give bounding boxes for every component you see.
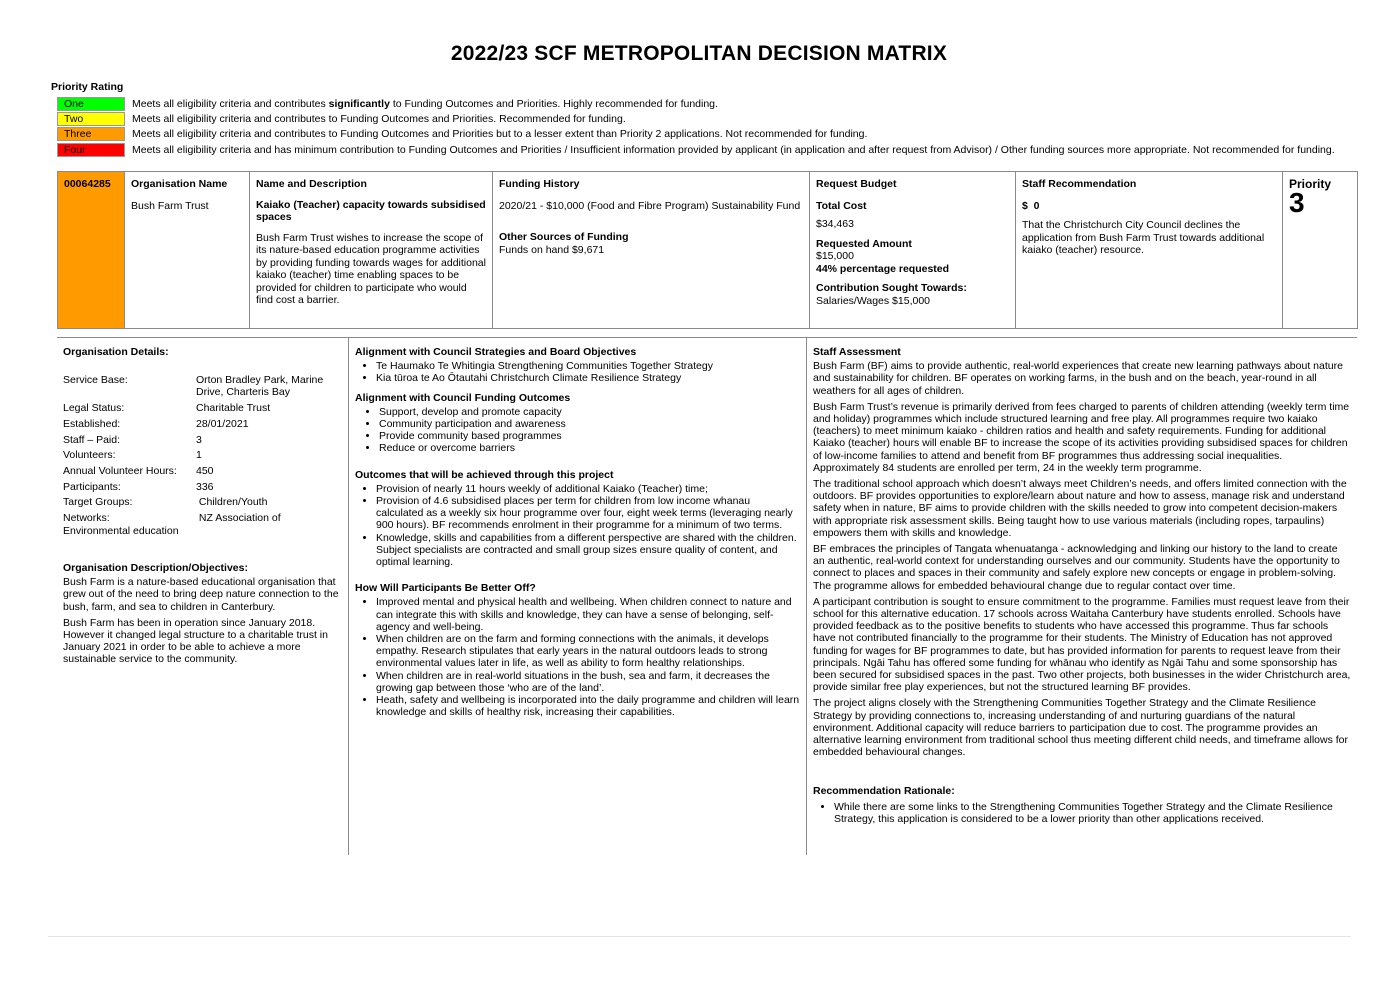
total-cost-label: Total Cost bbox=[816, 199, 867, 212]
funding-outcome-item: • Provide community based programmes bbox=[379, 430, 800, 442]
organisation-detail-value: 3 bbox=[196, 433, 202, 446]
staff-assessment-paragraph: The project aligns closely with the Strengthening Communities Together Strategy and the Climate Resilience Strategy by providing connections to, increasing understanding of and nurturing guardians of the natural environment. Additional capacity will reduce barriers to participation due to cost. The programme provides an alternative learning environment from traditional school thus meeting different child needs, and timeframe allows for embedded behavioural changes. bbox=[813, 697, 1349, 759]
organisation-detail-row bbox=[63, 434, 342, 446]
rationale-item: • While there are some links to the Strengthening Communities Together Strategy and the Climate Resilience Strategy, this application is considered to be a lower priority than other applications received. bbox=[834, 801, 1351, 825]
project-outcome-item: • Provision of 4.6 subsidised places per term for children from low income whanau calculated as a weekly six hour programme over four, eight week terms (leveraging nearly 900 hours). BF recommends enrolment in their programme for a minimum of two terms. bbox=[376, 495, 800, 532]
organisation-detail-label: Legal Status: bbox=[63, 402, 125, 415]
priority-description-text: Meets all eligibility criteria and has minimum contribution to Funding Outcomes and Priorities / Insufficient information provided by applicant (in application and after request from Advisor) / Other funding sources more appropriate. Not recommended for funding. bbox=[132, 144, 1335, 156]
priority-description-text: Meets all eligibility criteria and contributes bbox=[132, 98, 329, 110]
funding-history: 2020/21 - $10,000 (Food and Fibre Program) Sustainability Fund bbox=[499, 199, 801, 212]
alignment-column bbox=[348, 338, 806, 855]
project-name: Kaiako (Teacher) capacity towards subsidised spaces bbox=[256, 198, 486, 223]
other-sources: Funds on hand $9,671 bbox=[499, 243, 605, 256]
organisation-detail-row bbox=[63, 496, 342, 508]
organisation-detail-value: Children/Youth bbox=[196, 496, 268, 509]
staff-assessment-heading: Staff Assessment bbox=[813, 346, 901, 358]
organisation-detail-value: Charitable Trust bbox=[196, 402, 271, 415]
staff-recommendation-header: Staff Recommendation bbox=[1022, 178, 1137, 190]
priority-level-description bbox=[132, 128, 867, 140]
percentage-requested: 44% percentage requested bbox=[816, 262, 950, 275]
staff-recommendation-text: That the Christchurch City Council declines the application from Bush Farm Trust towards additional kaiako (teacher) resource. bbox=[1022, 219, 1265, 256]
organisation-detail-value: 450 bbox=[196, 464, 214, 477]
priority-level-swatch: Four bbox=[57, 143, 125, 157]
staff-assessment-paragraph: Bush Farm (BF) aims to provide authentic, real-world experiences that create new learning pathways about nature and sustainability for children. BF operates on working farms, in the bush and on the beach, year-round in all weathers for all ages of children. bbox=[813, 360, 1343, 397]
project-outcome-item: • Provision of nearly 11 hours weekly of additional Kaiako (Teacher) time; bbox=[376, 483, 800, 495]
better-off-item: • Heath, safety and wellbeing is incorporated into the daily programme and children will learn knowledge and skills of healthy risk, increasing their capabilities. bbox=[376, 694, 800, 718]
organisation-detail-value: 1 bbox=[196, 449, 202, 462]
organisation-detail-row bbox=[63, 374, 342, 398]
contribution-sought: Salaries/Wages $15,000 bbox=[816, 294, 931, 307]
requested-amount-label: Requested Amount bbox=[816, 237, 912, 250]
staff-assessment-text bbox=[813, 360, 1351, 758]
other-sources-label: Other Sources of Funding bbox=[499, 231, 629, 243]
application-summary-table bbox=[57, 171, 1358, 329]
organisation-detail-label: Participants: bbox=[63, 480, 121, 493]
strategies-heading: Alignment with Council Strategies and Board Objectives bbox=[355, 346, 637, 358]
priority-description-emphasis: significantly bbox=[328, 98, 390, 110]
organisation-description-p2: Bush Farm has been in operation since January 2018. However it changed legal structure to a charitable trust in January 2021 in order to be able to achieve a more sustainable service to the community. bbox=[63, 616, 328, 666]
name-description-cell bbox=[250, 172, 493, 329]
organisation-detail-row bbox=[63, 481, 342, 493]
funding-outcome-item: • Support, develop and promote capacity bbox=[379, 406, 800, 418]
organisation-name-header: Organisation Name bbox=[131, 178, 228, 190]
request-budget-cell bbox=[810, 172, 1016, 329]
organisation-detail-row bbox=[63, 449, 342, 461]
funding-history-header: Funding History bbox=[499, 178, 580, 190]
priority-level-row bbox=[57, 143, 1335, 157]
organisation-detail-row bbox=[63, 512, 342, 524]
organisation-details-column bbox=[57, 338, 348, 855]
staff-recommendation-cell bbox=[1016, 172, 1283, 329]
organisation-detail-value: 28/01/2021 bbox=[196, 417, 249, 430]
priority-level-swatch: One bbox=[57, 97, 125, 111]
organisation-description-p1: Bush Farm is a nature-based educational organisation that grew out of the need to bring deep nature connection to the bush, farm, and sea to children in Canterbury. bbox=[63, 576, 339, 613]
strategy-item: • Kia tūroa te Ao Ōtautahi Christchurch Climate Resilience Strategy bbox=[376, 372, 800, 384]
better-off-item: • Improved mental and physical health and wellbeing. When children connect to nature and can integrate this with skills and knowledge, they can have a sense of belonging, self-agency and well-being. bbox=[376, 596, 800, 633]
organisation-description-heading: Organisation Description/Objectives: bbox=[63, 561, 248, 574]
priority-header: Priority bbox=[1289, 177, 1332, 191]
organisation-detail-label: Networks: bbox=[63, 512, 110, 525]
funding-outcomes-heading: Alignment with Council Funding Outcomes bbox=[355, 391, 571, 404]
name-description-header: Name and Description bbox=[256, 178, 367, 190]
project-description: Bush Farm Trust wishes to increase the scope of its nature-based education programme activities by providing funding towards wages for additional kaiako (teacher) time enabling spaces to be provided for children to participate who would find cost a barrier. bbox=[256, 231, 486, 306]
organisation-detail-value: 336 bbox=[196, 480, 214, 493]
staff-assessment-paragraph: A participant contribution is sought to ensure commitment to the programme. Families must request leave from their school for this alternative education. 17 schools across Waitaha Canterbury have students enrolled. Schools have provided feedback as to the positive benefits to students who have accessed this programme. Thus far schools have not contributed financially to the programme for their students. The Ministry of Education has not approved funding for wages for BF programmes to date, but has provided information for parents to request leave from their principals. Ngāi Tahu has offered some funding for whānau who identify as Ngāi Tahu and some sponsorship has been secured for subsidised spaces in the past. Two other projects, both businesses in the wider Christchurch area, provide similar free play experiences, but not the structured learning BF provides. bbox=[813, 595, 1351, 694]
priority-level-swatch: Two bbox=[57, 112, 125, 126]
priority-level-row bbox=[57, 112, 626, 126]
organisation-detail-row bbox=[63, 402, 342, 414]
project-outcome-item: • Knowledge, skills and capabilities from a different perspective are shared with the children. Subject specialists are contracted and small group sizes ensure quality of content, and optimal learning. bbox=[376, 532, 800, 569]
organisation-detail-label: Annual Volunteer Hours: bbox=[63, 464, 177, 477]
contribution-label: Contribution Sought Towards: bbox=[816, 282, 967, 294]
priority-level-row bbox=[57, 127, 867, 141]
staff-assessment-column bbox=[806, 338, 1357, 855]
priority-level-description bbox=[132, 113, 626, 125]
requested-amount: $15,000 bbox=[816, 250, 854, 262]
organisation-detail-label: Target Groups: bbox=[63, 496, 133, 509]
organisation-detail-value: NZ Association of bbox=[196, 512, 281, 525]
application-id: 00064285 bbox=[58, 172, 125, 329]
priority-level-swatch: Three bbox=[57, 127, 125, 141]
organisation-detail-row bbox=[63, 418, 342, 430]
organisation-detail-label: Volunteers: bbox=[63, 449, 116, 462]
organisation-detail-label: Staff – Paid: bbox=[63, 433, 121, 446]
funding-outcomes-list bbox=[355, 406, 800, 455]
request-budget-header: Request Budget bbox=[816, 178, 897, 190]
organisation-detail-label: Service Base: bbox=[63, 374, 128, 387]
staff-assessment-paragraph: The traditional school approach which doesn’t always meet Children’s needs, and offers limited connection with the outdoors. BF provides opportunities to explore/learn about nature and how to assess, manage risk and understand safety when in nature, BF aims to provide children with the skills needed to grow into competent decision-makers with appropriate risk assessment skills. Being taught how to use various materials (including ropes, tarpaulins) empowers them with skills and knowledge. bbox=[813, 478, 1347, 539]
priority-description-text: to Funding Outcomes and Priorities. Highly recommended for funding. bbox=[389, 98, 718, 110]
organisation-detail-value: Orton Bradley Park, Marine Drive, Charteris Bay bbox=[196, 374, 327, 399]
priority-description-text: Meets all eligibility criteria and contributes to Funding Outcomes and Priorities but to a lesser extent than Priority 2 applications. Not recommended for funding. bbox=[132, 128, 868, 140]
priority-description-text: Meets all eligibility criteria and contributes to Funding Outcomes and Priorities. Recommended for funding. bbox=[132, 113, 626, 125]
better-off-heading: How Will Participants Be Better Off? bbox=[355, 582, 536, 595]
total-cost: $34,463 bbox=[816, 218, 854, 230]
organisation-details-list bbox=[63, 374, 342, 524]
funding-history-cell bbox=[493, 172, 810, 329]
staff-recommendation-amount: $ 0 bbox=[1022, 199, 1040, 212]
strategy-item: • Te Haumako Te Whitingia Strengthening Communities Together Strategy bbox=[376, 360, 800, 372]
networks-continued: Environmental education bbox=[63, 524, 179, 537]
organisation-detail-row bbox=[63, 465, 342, 477]
funding-outcome-item: • Reduce or overcome barriers bbox=[379, 442, 800, 454]
organisation-detail-label: Established: bbox=[63, 417, 121, 430]
priority-level-row bbox=[57, 97, 718, 111]
strategies-list bbox=[355, 360, 800, 384]
recommendation-rationale-list bbox=[813, 801, 1351, 825]
project-outcomes-heading: Outcomes that will be achieved through this project bbox=[355, 468, 614, 481]
priority-cell bbox=[1283, 172, 1358, 329]
priority-level-description bbox=[132, 98, 718, 110]
priority-value: 3 bbox=[1289, 186, 1305, 218]
organisation-details-heading: Organisation Details: bbox=[63, 346, 169, 358]
project-outcomes-list bbox=[355, 483, 800, 568]
staff-assessment-paragraph: Bush Farm Trust’s revenue is primarily derived from fees charged to parents of children attending (weekly term time and holiday) programmes which include structured learning and free play. All programmes require two kaiako (teachers) to meet minimum kaiako - children ratios and health and safety requirements. Funding for additional Kaiako (teacher) hours will enable BF to increase the scope of its activities providing subsidised spaces for children of low-income families to attend and benefit from BF programmes thus addressing social inequalities. Approximately 84 students are enrolled per term, 24 in the weekly term programme. bbox=[813, 400, 1350, 474]
page-divider bbox=[48, 936, 1351, 937]
organisation-name: Bush Farm Trust bbox=[131, 199, 209, 212]
assessment-section bbox=[57, 337, 1357, 855]
staff-assessment-paragraph: BF embraces the principles of Tangata whenuatanga - acknowledging and linking our history to the land to create an authentic, real-world context for understanding ourselves and our community. Students have the opportunity to connect to places and spaces in their community and safely explore new concepts or engage in problem-solving. The programme allows for embedded behavioural change due to regular contact over time. bbox=[813, 543, 1340, 592]
priority-level-description bbox=[132, 144, 1335, 156]
organisation-name-cell bbox=[125, 172, 250, 329]
better-off-list bbox=[355, 596, 800, 718]
page-title: 2022/23 SCF METROPOLITAN DECISION MATRIX bbox=[450, 42, 948, 65]
funding-outcome-item: • Community participation and awareness bbox=[379, 418, 800, 430]
priority-rating-heading: Priority Rating bbox=[51, 81, 124, 93]
recommendation-rationale-heading: Recommendation Rationale: bbox=[813, 784, 955, 797]
better-off-item: • When children are in real-world situations in the bush, sea and farm, it decreases the growing gap between those ‘who are of the land’. bbox=[376, 670, 800, 694]
better-off-item: • When children are on the farm and forming connections with the animals, it develops empathy. Research stipulates that early years in the natural outdoors leads to strong environmental values later in life, as well as ability to form healthy relationships. bbox=[376, 633, 800, 670]
